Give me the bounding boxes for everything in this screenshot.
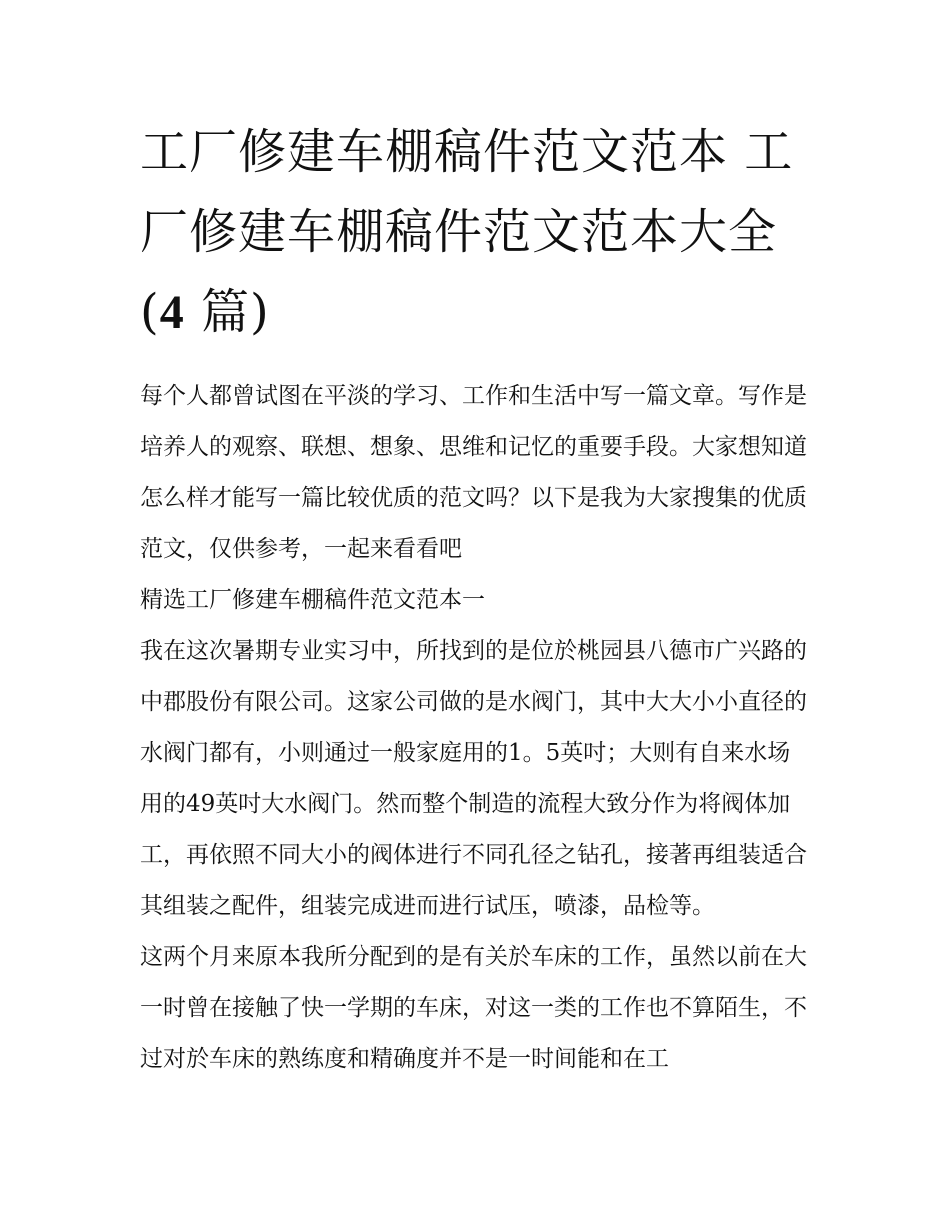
- title-count: 4: [159, 286, 185, 339]
- title-line-3-open: (: [140, 284, 160, 340]
- document-title: [140, 112, 812, 353]
- intro-paragraph: 每个人都曾试图在平淡的学习、工作和生活中写一篇文章。写作是培养人的观察、联想、想象、思维和记忆的重要手段。大家想知道怎么样才能写一篇比较优质的范文吗？以下是我为大家搜集的优质范文，仅供参考，一起来看看吧: [140, 383, 807, 562]
- title-line-2: 厂修建车棚稿件范文范本大全: [140, 204, 778, 260]
- body-paragraph: 我在这次暑期专业实习中，所找到的是位於桃园县八德市广兴路的中郡股份有限公司。这家公司做的是水阀门，其中大大小小直径的水阀门都有，小则通过一般家庭用的1。5英吋；大则有自来水场用的49英吋大水阀门。然而整个制造的流程大致分作为将阀体加工，再依照不同大小的阀体进行不同孔径之钻孔，接著再组装适合其组装之配件，组装完成进而进行试压，喷漆，品检等。: [140, 638, 807, 919]
- document-body: [140, 371, 812, 1085]
- title-line-3-rest: 篇): [184, 284, 270, 340]
- body-paragraph: 这两个月来原本我所分配到的是有关於车床的工作，虽然以前在大一时曾在接触了快一学期的车床，对这一类的工作也不算陌生，不过对於车床的熟练度和精确度并不是一时间能和在工: [140, 944, 807, 1072]
- document-page: [140, 112, 812, 1085]
- title-line-1: 工厂修建车棚稿件范文范本 工: [140, 124, 794, 180]
- section-heading: 精选工厂修建车棚稿件范文范本一: [140, 587, 485, 613]
